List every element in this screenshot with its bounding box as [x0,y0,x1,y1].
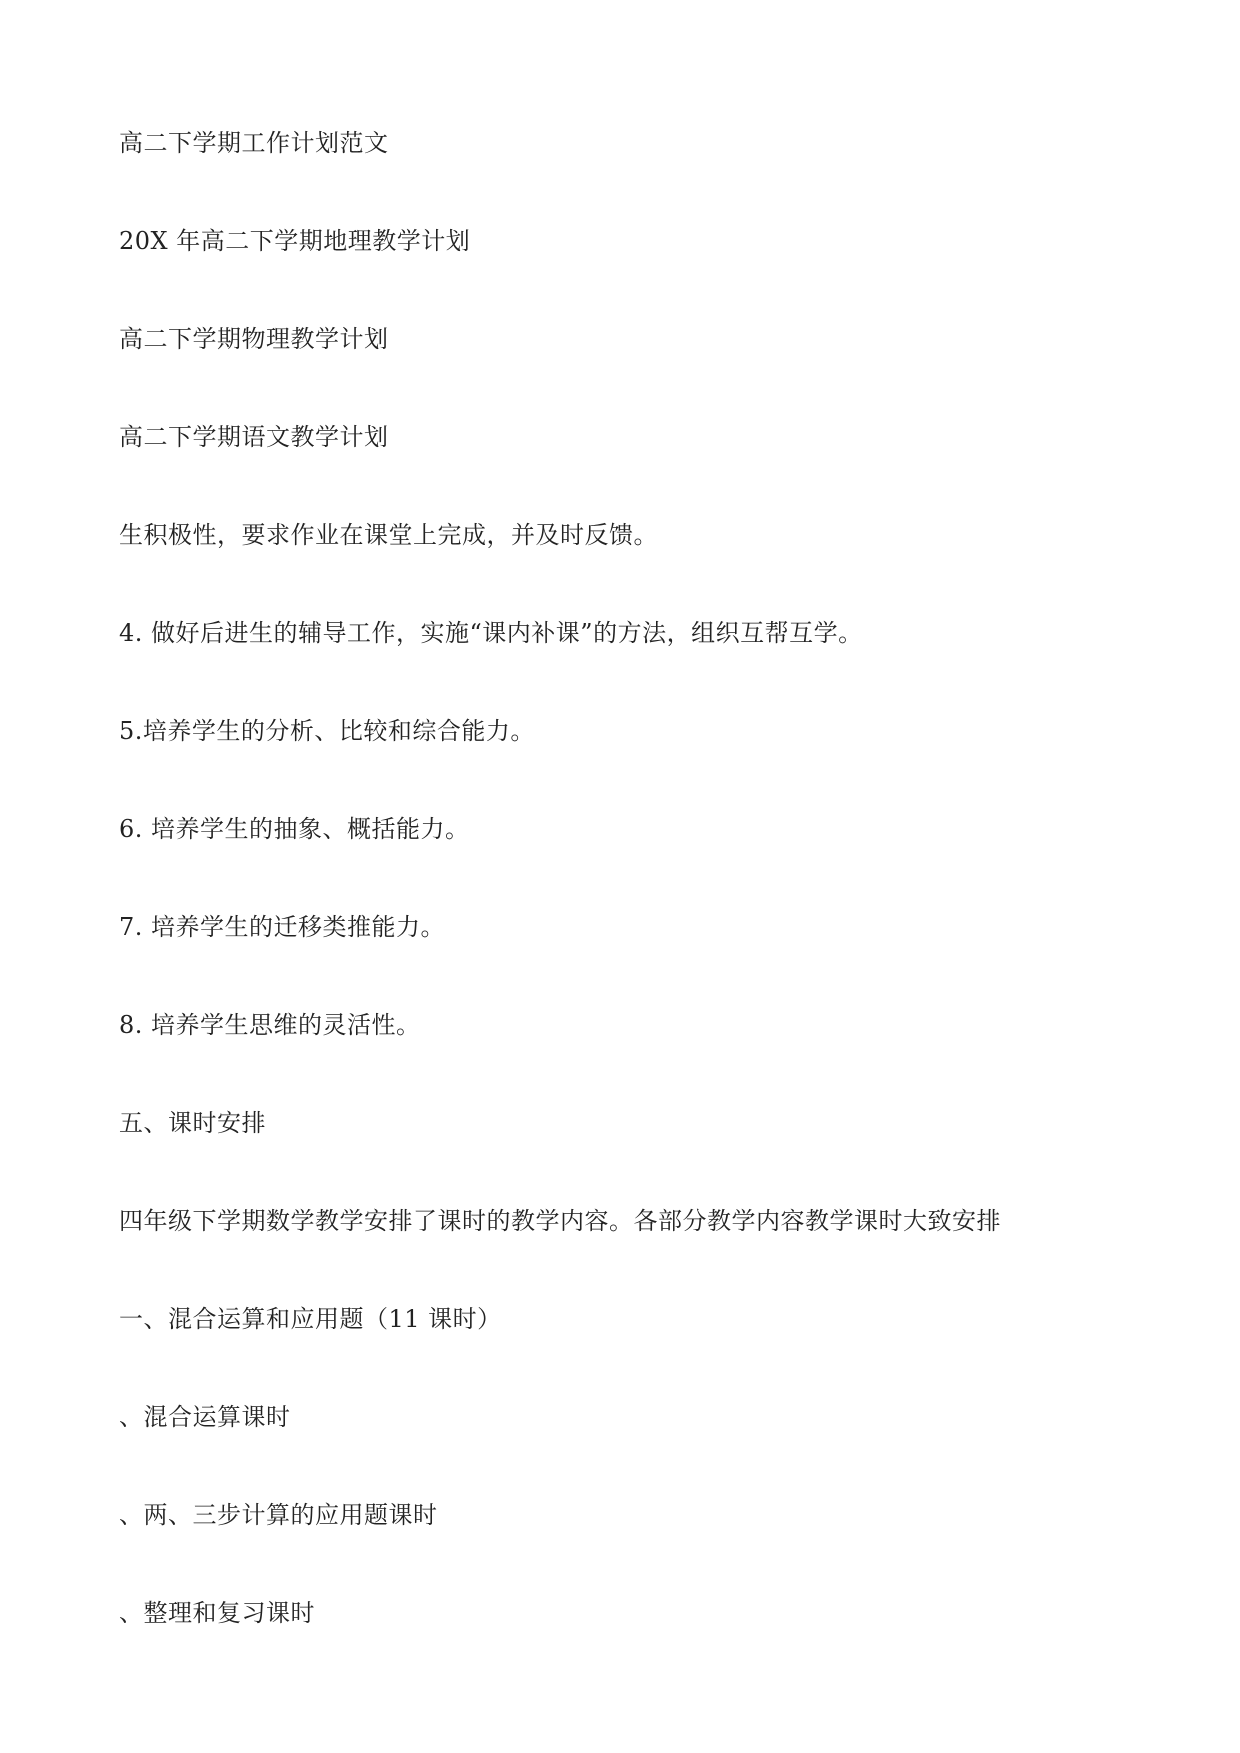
text-line-5: 生积极性，要求作业在课堂上完成，并及时反馈。 [119,521,658,549]
text-line-4: 高二下学期语文教学计划 [119,423,389,451]
text-line-2: 20X 年高二下学期地理教学计划 [119,227,471,255]
text-line-9: 7. 培养学生的迁移类推能力。 [119,913,446,941]
text-line-12: 四年级下学期数学教学安排了课时的教学内容。各部分教学内容教学课时大致安排 [119,1207,1001,1235]
text-line-1: 高二下学期工作计划范文 [119,129,389,157]
text-line-16: 、整理和复习课时 [119,1599,315,1627]
subsection-heading: 一、混合运算和应用题（11 课时） [119,1305,502,1333]
text-line-6: 4. 做好后进生的辅导工作，实施“课内补课”的方法，组织互帮互学。 [119,619,863,647]
section-heading: 五、课时安排 [119,1109,266,1137]
text-line-7: 5.培养学生的分析、比较和综合能力。 [119,717,535,745]
text-line-15: 、两、三步计算的应用题课时 [119,1501,438,1529]
text-line-10: 8. 培养学生思维的灵活性。 [119,1011,421,1039]
text-line-14: 、混合运算课时 [119,1403,291,1431]
text-line-3: 高二下学期物理教学计划 [119,325,389,353]
text-line-8: 6. 培养学生的抽象、概括能力。 [119,815,470,843]
